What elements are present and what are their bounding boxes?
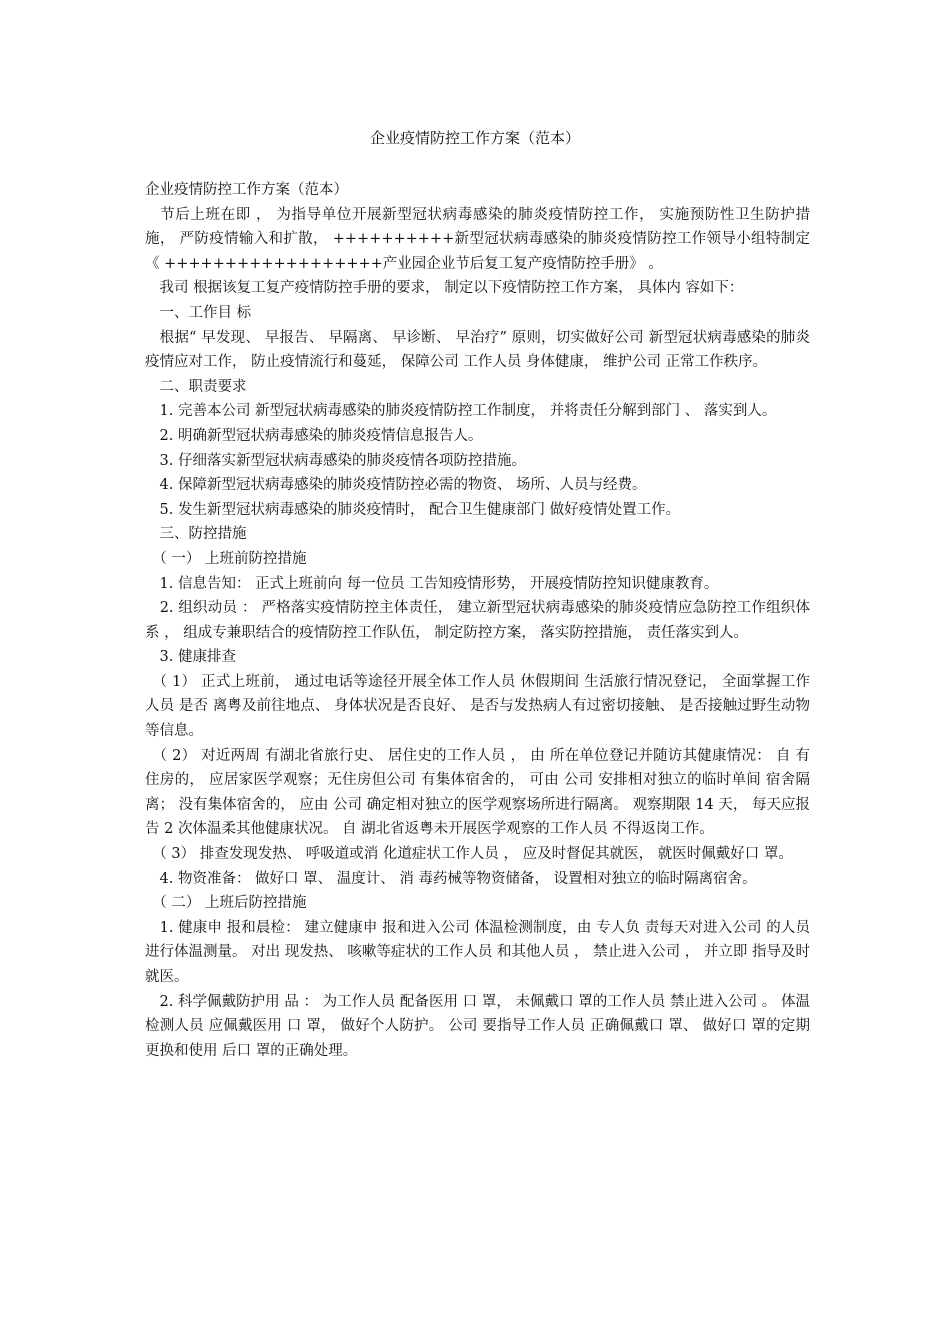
document-body xyxy=(145,178,810,1063)
measure-item: 1. 信息告知： 正式上班前向 每一位员 工告知疫情形势， 开展疫情防控知识健康教育。 xyxy=(145,575,719,592)
section-heading-duties: 二、职责要求 xyxy=(145,378,247,395)
measure-subitem: （ 1） 正式上班前， 通过电话等途径开展全体工作人员 休假期间 生活旅行情况登记， 全面掌握工作人员 是否 离粤及前往地点、 身体状况是否良好、 是否与发热病人有过密切接触、 是否接触过野生动物等信息。 xyxy=(145,673,810,740)
paragraph-overview: 我司 根据该复工复产疫情防控手册的要求， 制定以下疫情防控工作方案， 具体内 容如下： xyxy=(145,280,744,297)
paragraph-goals: 根据“ 早发现、 早报告、 早隔离、 早诊断、 早治疗” 原则，切实做好公司 新型冠状病毒感染的肺炎疫情应对工作， 防止疫情流行和蔓延， 保障公司 工作人员 身体健康， 维护公司 正常工作秩序。 xyxy=(145,329,810,371)
subsection-heading: （ 二） 上班后防控措施 xyxy=(145,895,307,912)
duty-item: 2. 明确新型冠状病毒感染的肺炎疫情信息报告人。 xyxy=(145,427,483,444)
document-title: 企业疫情防控工作方案（范本） xyxy=(369,129,580,147)
duty-item: 4. 保障新型冠状病毒感染的肺炎疫情防控必需的物资、 场所、人员与经费。 xyxy=(145,477,647,494)
measure-subitem: （ 3） 排查发现发热、 呼吸道或消 化道症状工作人员 ， 应及时督促其就医， 就医时佩戴好口 罩。 xyxy=(145,846,793,863)
subsection-heading: （ 一） 上班前防控措施 xyxy=(145,550,307,567)
duty-item: 3. 仔细落实新型冠状病毒感染的肺炎疫情各项防控措施。 xyxy=(145,452,526,469)
measure-subitem: （ 2） 对近两周 有湖北省旅行史、 居住史的工作人员 ， 由 所在单位登记并随访其健康情况： 自 有住房的， 应居家医学观察；无住房但公司 有集体宿舍的， 可由 公司 安排相对独立的临时单间 宿舍隔离； 没有集体宿舍的， 应由 公司 确定相对独立的医学观察场所进行隔离。 观察期限 14 天， 每天应报告 2 次体温柔其他健康状况。 自 湖北省返粤未开展医学观察的工作人员 不得返岗工作。 xyxy=(145,747,810,838)
measure-item: 2. 组织动员 ： 严格落实疫情防控主体责任， 建立新型冠状病毒感染的肺炎疫情应急防控工作组织体系 ， 组成专兼职结合的疫情防控工作队伍， 制定防控方案， 落实防控措施， 责任落实到人。 xyxy=(145,600,810,641)
measure-item: 1. 健康申 报和晨检： 建立健康申 报和进入公司 体温检测制度，由 专人负 责每天对进入公司 的人员 进行体温测量。 对出 现发热、 咳嗽等症状的工作人员 和其他人员 ， 禁止进入公司 ， 并立即 指导及时就医。 xyxy=(145,919,810,985)
measure-item: 4. 物资准备： 做好口 罩、 温度计、 消 毒药械等物资储备， 设置相对独立的临时隔离宿舍。 xyxy=(145,870,757,887)
paragraph-heading: 企业疫情防控工作方案（范本） xyxy=(145,182,348,198)
paragraph-intro: 节后上班在即 ， 为指导单位开展新型冠状病毒感染的肺炎疫情防控工作， 实施预防性卫生防护措施， 严防疫情输入和扩散， ++++++++++新型冠状病毒感染的肺炎疫情防控工作领导小组特制定《 ++++++++++++++++++产业园企业节后复工复产疫情防控手册》 。 xyxy=(145,206,810,272)
measure-item: 2. 科学佩戴防护用 品 ： 为工作人员 配备医用 口 罩， 未佩戴口 罩的工作人员 禁止进入公司 。 体温检测人员 应佩戴医用 口 罩， 做好个人防护。 公司 要指导工作人员 正确佩戴口 罩、 做好口 罩的定期更换和使用 后口 罩的正确处理。 xyxy=(145,993,810,1059)
measure-item: 3. 健康排查 xyxy=(145,649,236,666)
section-heading-goals: 一、工作目 标 xyxy=(145,304,252,321)
duty-item: 1. 完善本公司 新型冠状病毒感染的肺炎疫情防控工作制度， 并将责任分解到部门 、 落实到人。 xyxy=(145,403,777,420)
section-heading-measures: 三、防控措施 xyxy=(145,526,247,543)
duty-item: 5. 发生新型冠状病毒感染的肺炎疫情时， 配合卫生健康部门 做好疫情处置工作。 xyxy=(145,501,681,518)
